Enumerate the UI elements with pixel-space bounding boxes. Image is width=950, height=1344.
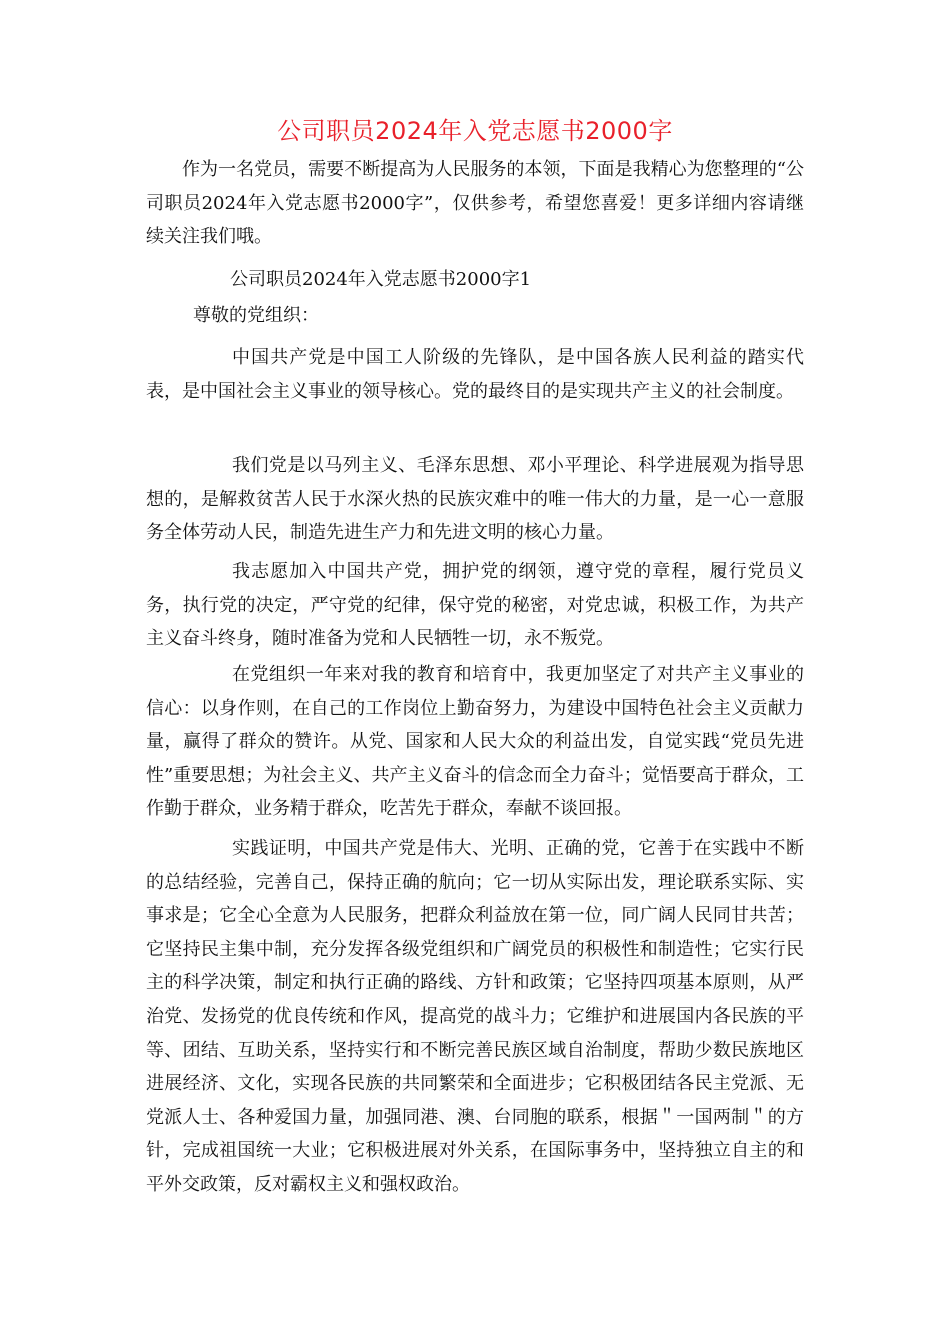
- body-paragraph: 中国共产党是中国工人阶级的先锋队，是中国各族人民利益的踏实代表，是中国社会主义事业的领导核心。党的最终目的是实现共产主义的社会制度。: [146, 347, 804, 402]
- salutation: 尊敬的党组织：: [193, 305, 319, 326]
- section-title: 公司职员2024年入党志愿书2000字1: [230, 269, 532, 290]
- body-paragraph: 我们党是以马列主义、毛泽东思想、邓小平理论、科学进展观为指导思想的，是解救贫苦人民于水深火热的民族灾难中的唯一伟大的力量，是一心一意服务全体劳动人民，制造先进生产力和先进文明的核心力量。: [146, 455, 804, 544]
- body-paragraph: 实践证明，中国共产党是伟大、光明、正确的党，它善于在实践中不断的总结经验，完善自己，保持正确的航向；它一切从实际出发，理论联系实际、实事求是；它全心全意为人民服务，把群众利益放在第一位，同广阔人民同甘共苦；它坚持民主集中制，充分发挥各级党组织和广阔党员的积极性和制造性；它实行民主的科学决策，制定和执行正确的路线、方针和政策；它坚持四项基本原则，从严治党、发扬党的优良传统和作风，提高党的战斗力；它维护和进展国内各民族的平等、团结、互助关系，坚持实行和不断完善民族区域自治制度，帮助少数民族地区进展经济、文化，实现各民族的共同繁荣和全面进步；它积极团结各民主党派、无党派人士、各种爱国力量，加强同港、澳、台同胞的联系，根据＂一国两制＂的方针，完成祖国统一大业；它积极进展对外关系，在国际事务中，坚持独立自主的和平外交政策，反对霸权主义和强权政治。: [146, 838, 804, 1195]
- body-paragraph: 在党组织一年来对我的教育和培育中，我更加坚定了对共产主义事业的信心：以身作则，在自己的工作岗位上勤奋努力，为建设中国特色社会主义贡献力量，赢得了群众的赞许。从党、国家和人民大众的利益出发，自觉实践“党员先进性”重要思想；为社会主义、共产主义奋斗的信念而全力奋斗；觉悟要高于群众，工作勤于群众，业务精于群众，吃苦先于群众，奉献不谈回报。: [146, 664, 804, 820]
- document-title: 公司职员2024年入党志愿书2000字: [277, 117, 673, 145]
- intro-paragraph: 作为一名党员，需要不断提高为人民服务的本领，下面是我精心为您整理的“公司职员2024年入党志愿书2000字”，仅供参考，希望您喜爱！更多详细内容请继续关注我们哦。: [146, 159, 804, 248]
- body-paragraph: 我志愿加入中国共产党，拥护党的纲领，遵守党的章程，履行党员义务，执行党的决定，严守党的纪律，保守党的秘密，对党忠诚，积极工作，为共产主义奋斗终身，随时准备为党和人民牺牲一切，永不叛党。: [146, 561, 804, 650]
